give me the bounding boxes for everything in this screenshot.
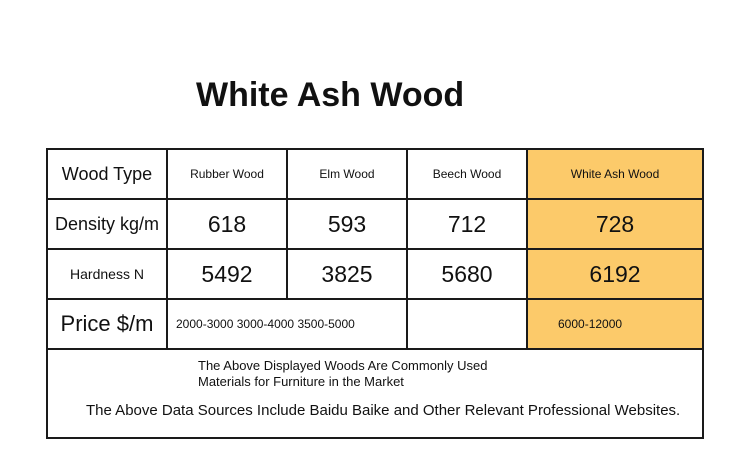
hardness-rubber: 5492 <box>168 250 288 300</box>
hardness-label: Hardness N <box>48 250 168 300</box>
hardness-elm: 3825 <box>288 250 408 300</box>
price-combined-text: 2000-3000 3000-4000 3500-5000 <box>176 317 355 331</box>
price-beech-empty <box>408 300 528 350</box>
hardness-white-ash: 6192 <box>528 250 702 300</box>
table-row-density <box>48 200 702 250</box>
table-notes <box>48 350 702 439</box>
table-row-price <box>48 300 702 350</box>
header-elm-wood: Elm Wood <box>288 150 408 200</box>
note-commonly-used: The Above Displayed Woods Are Commonly Used Materials for Furniture in the Market <box>198 358 488 389</box>
table-header-row <box>48 150 702 200</box>
header-wood-type: Wood Type <box>48 150 168 200</box>
price-white-ash-text: 6000-12000 <box>558 317 623 331</box>
density-label: Density kg/m <box>48 200 168 250</box>
density-rubber: 618 <box>168 200 288 250</box>
density-white-ash: 728 <box>528 200 702 250</box>
hardness-beech: 5680 <box>408 250 528 300</box>
density-elm: 593 <box>288 200 408 250</box>
header-white-ash-wood: White Ash Wood <box>528 150 702 200</box>
header-beech-wood: Beech Wood <box>408 150 528 200</box>
page-title: White Ash Wood <box>196 76 465 114</box>
price-label: Price $/m <box>48 300 168 350</box>
price-white-ash <box>528 300 702 350</box>
header-rubber-wood: Rubber Wood <box>168 150 288 200</box>
density-beech: 712 <box>408 200 528 250</box>
note-data-sources: The Above Data Sources Include Baidu Baike and Other Relevant Professional Websites. <box>86 402 681 419</box>
table-row-hardness <box>48 250 702 300</box>
price-combined <box>168 300 408 350</box>
wood-comparison-table <box>46 148 704 439</box>
